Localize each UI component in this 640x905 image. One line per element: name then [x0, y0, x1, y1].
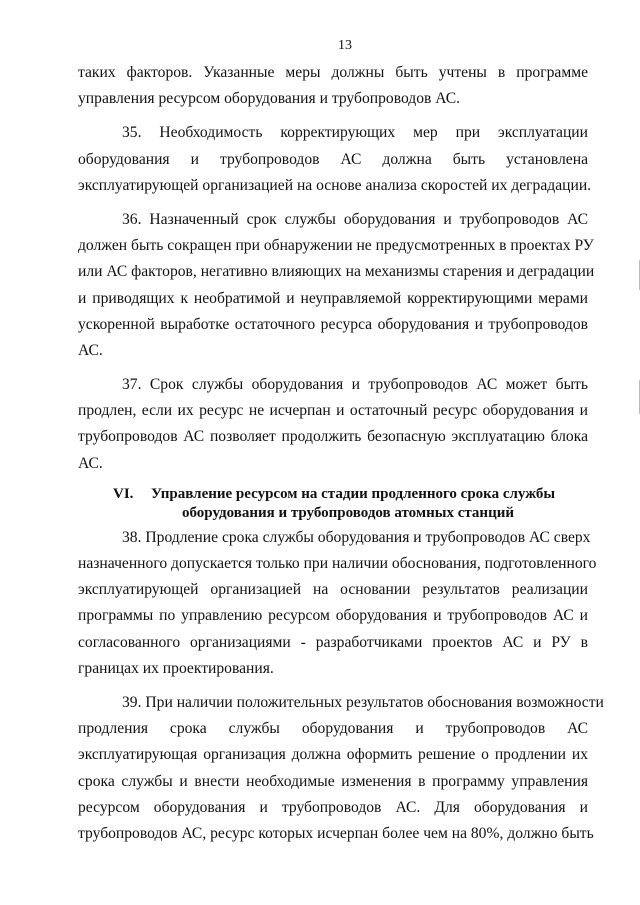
section-heading	[78, 485, 588, 523]
text-line: таких факторов. Указанные меры должны быть учтены в программе	[78, 64, 588, 81]
text-line: или АС факторов, негативно влияющих на механизмы старения и деградации	[78, 263, 595, 281]
section-number: VI.	[113, 485, 134, 502]
text-line: 35. Необходимость корректирующих мер при эксплуатации	[122, 124, 588, 142]
text-line: программы по управлению ресурсом оборудования и трубопроводов АС и	[78, 607, 588, 625]
text-line: АС.	[78, 341, 103, 359]
text-line: продлен, если их ресурс не исчерпан и остаточный ресурс оборудования и	[78, 402, 588, 420]
text-line: 39. При наличии положительных результатов обоснования возможности	[122, 693, 604, 711]
page-number: 13	[338, 38, 352, 53]
text-line: 38. Продление срока службы оборудования и трубопроводов АС сверх	[122, 528, 591, 546]
text-line: эксплуатирующая организация должна оформить решение о продлении их	[78, 746, 588, 764]
text-line: эксплуатирующей организацией на основании результатов реализации	[78, 581, 588, 599]
text-line: 36. Назначенный срок службы оборудования и трубопроводов АС	[122, 210, 588, 228]
text-line: и приводящих к необратимой и неуправляемой корректирующими мерами	[78, 289, 588, 307]
text-line: АС.	[78, 454, 103, 472]
text-line: управления ресурсом оборудования и трубопроводов АС.	[78, 90, 461, 108]
text-line: срока службы и внести необходимые изменения в программу управления	[78, 772, 588, 790]
text-line: оборудования и трубопроводов АС должна быть установлена	[78, 150, 588, 168]
text-line: должен быть сокращен при обнаружении не предусмотренных в проектах РУ	[78, 237, 594, 255]
paragraph-p36	[78, 207, 595, 364]
text-line: согласованного организациями - разработчиками проектов АС и РУ в	[78, 633, 588, 651]
text-line: ресурсом оборудования и трубопроводов АС. Для оборудования и	[78, 798, 588, 816]
paragraphs-after-section	[78, 525, 604, 847]
text-line: эксплуатирующей организацией на основе анализа скоростей их деградации.	[78, 176, 592, 194]
paragraphs-before-section	[78, 60, 595, 477]
paragraph-p39	[78, 690, 604, 847]
section-title-line2: оборудования и трубопроводов атомных станций	[182, 504, 514, 521]
text-line: 37. Срок службы оборудования и трубопроводов АС может быть	[122, 376, 588, 394]
paragraph-p-cont	[78, 60, 588, 112]
paragraph-p35	[78, 120, 592, 199]
section-title-line1: Управление ресурсом на стадии продленного срока службы	[151, 485, 556, 502]
text-line: продления срока службы оборудования и трубопроводов АС	[78, 720, 588, 738]
paragraph-p37	[78, 372, 588, 477]
text-line: трубопроводов АС, ресурс которых исчерпан более чем на 80%, должно быть	[78, 824, 594, 842]
text-line: ускоренной выработке остаточного ресурса оборудования и трубопроводов	[78, 315, 588, 333]
paragraph-p38	[78, 525, 597, 682]
text-line: границах их проектирования.	[78, 659, 274, 677]
text-line: трубопроводов АС позволяет продолжить безопасную эксплуатацию блока	[78, 428, 588, 446]
text-line: назначенного допускается только при наличии обоснования, подготовленного	[78, 555, 597, 572]
